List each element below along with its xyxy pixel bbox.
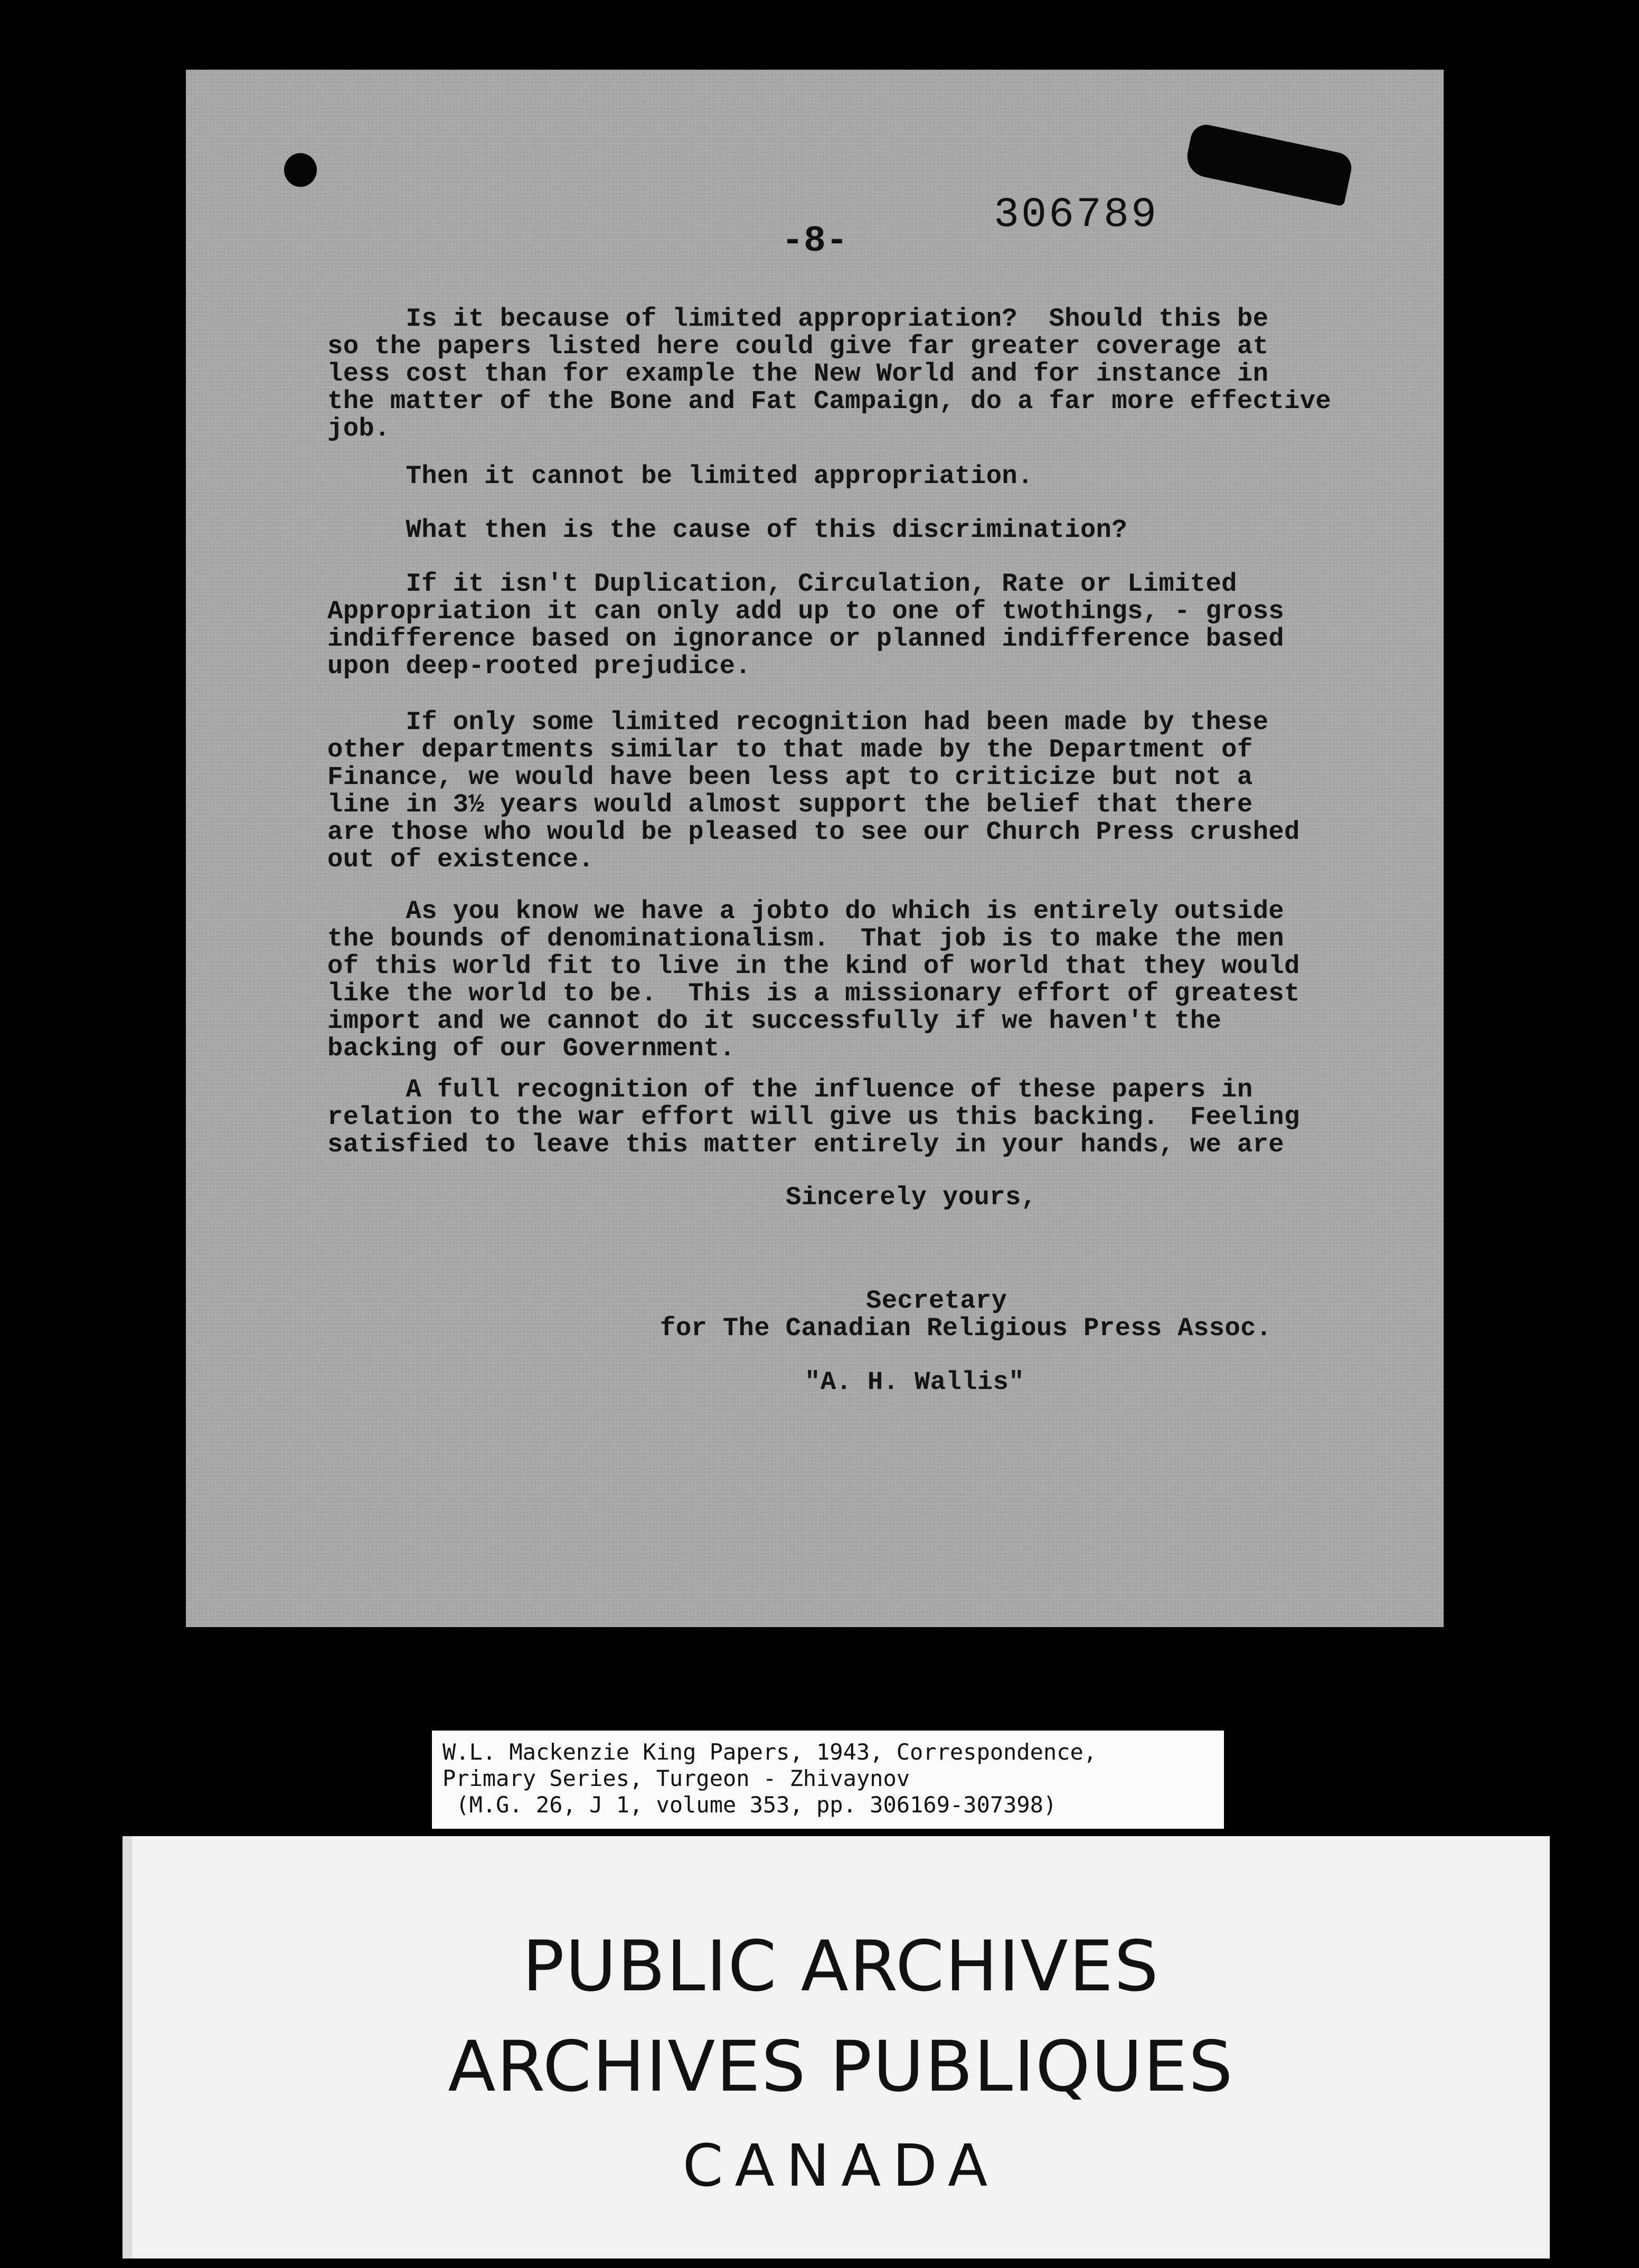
- stamp-number: 306789: [994, 191, 1159, 239]
- archive-label-line: (M.G. 26, J 1, volume 353, pp. 306169-307398): [442, 1792, 1057, 1818]
- paragraph: Then it cannot be limited appropriation.: [327, 461, 1033, 491]
- closing: Sincerely yours,: [786, 1183, 1037, 1212]
- signature-title: Secretary: [866, 1286, 1007, 1316]
- signature-name: "A. H. Wallis": [805, 1367, 1024, 1397]
- archive-label-line: W.L. Mackenzie King Papers, 1943, Correspondence,: [442, 1739, 1097, 1765]
- ink-blot: [284, 153, 317, 187]
- banner-country: CANADA: [682, 2132, 1000, 2199]
- paragraph: If only some limited recognition had been made by these other departments similar to that made by the Department of Finance, we would have been less apt to criticize but not a line in 3½ years would almost support the belief that there are those who would be pleased to see our Church Press crushed out of existence.: [327, 707, 1300, 874]
- archive-label-line: Primary Series, Turgeon - Zhivaynov: [442, 1765, 910, 1791]
- paragraph: A full recognition of the influence of these papers in relation to the war effort will give us this backing. Feeling satisfied to leave this matter entirely in your hands, we are: [327, 1075, 1300, 1159]
- archives-banner: [123, 1836, 1550, 2258]
- paragraph: As you know we have a jobto do which is entirely outside the bounds of denominationalism. That job is to make the men of this world fit to live in the kind of world that they would like the world to be. This is a missionary effort of greatest import and we cannot do it successfully if we haven't the backing of our Government.: [327, 896, 1300, 1063]
- paragraph: What then is the cause of this discrimination?: [327, 515, 1127, 545]
- banner-title-fr: ARCHIVES PUBLIQUES: [448, 2026, 1234, 2108]
- paragraph: If it isn't Duplication, Circulation, Rate or Limited Appropriation it can only add up to one of twothings, - gross indifference based on ignorance or planned indifference based upon deep-rooted prejudice.: [327, 569, 1284, 681]
- paragraph: Is it because of limited appropriation? Should this be so the papers listed here could give far greater coverage at less cost than for example the New World and for instance in the matter of the Bone and Fat Campaign, do a far more effective job.: [327, 304, 1332, 443]
- signature-org: for The Canadian Religious Press Assoc.: [660, 1313, 1272, 1343]
- page-marker: -8-: [781, 221, 849, 262]
- archive-reference-label: [432, 1731, 1224, 1829]
- banner-title-en: PUBLIC ARCHIVES: [522, 1926, 1160, 2007]
